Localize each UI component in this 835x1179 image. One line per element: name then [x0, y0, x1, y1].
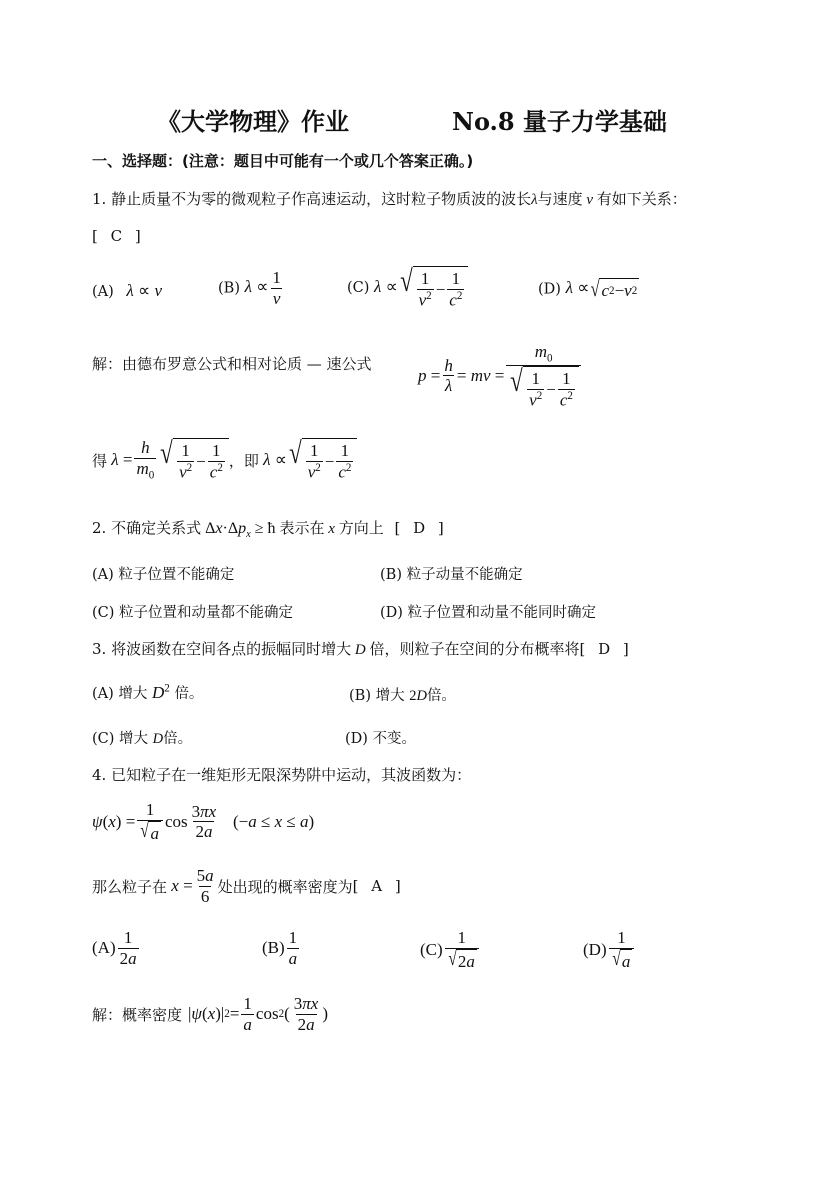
q2-option-d: (D) 粒子位置和动量不能同时确定 [380, 605, 597, 621]
q4-prob-post: 处出现的概率密度为 [217, 877, 353, 896]
q1-option-b-label: (B) [218, 280, 240, 297]
q2-option-c: (C) 粒子位置和动量都不能确定 [92, 605, 294, 621]
q3-option-d: (D) 不变。 [345, 731, 417, 747]
q1-option-d-label: (D) [538, 281, 561, 298]
q3-stem-a: 3. 将波函数在空间各点的振幅同时增大 [92, 640, 352, 658]
q4-option-c: (C) 1 √ 2 a [420, 928, 481, 972]
q3-option-c-pre: (C) 增大 [92, 731, 149, 747]
q1-stem-b: 与速度 [537, 190, 583, 208]
q3-option-a-post: 倍。 [174, 686, 204, 702]
q1-solution-label: 解：由德布罗意公式和相对论质 — 速公式 [92, 355, 372, 373]
q1-stem-c: 有如下关系： [596, 190, 687, 208]
q3-option-a-math: $D^2$ [152, 682, 170, 702]
q1-result-prefix: 得 [92, 451, 108, 470]
q3-option-a-pre: (A) 增大 [92, 686, 148, 702]
q3-option-b [349, 684, 456, 705]
q2-stem-c: 方向上 [338, 519, 384, 537]
q1-stem [92, 188, 687, 209]
q2-stem-a: 2. 不确定关系式 [92, 519, 202, 537]
q1-option-d-formula: λ ∝ √ c 2 − v 2 [565, 276, 638, 301]
q4-option-a: (A) $\frac{1}{2a}$ [92, 928, 137, 968]
q1-stem-a: 1. 静止质量不为零的微观粒子作高速运动，这时粒子物质波的波长 [92, 190, 532, 208]
q3-stem [92, 638, 633, 659]
q2-x-symbol: x [324, 521, 339, 537]
q1-option-a-label: (A) [92, 284, 114, 300]
q4-option-d-label: (D) [583, 939, 607, 959]
q3-answer: [ D ] [579, 640, 633, 658]
q1-option-c-label: (C) [347, 280, 370, 297]
q3-option-b-math: 2D [409, 688, 427, 704]
q1-option-c-formula: λ ∝ √ $\frac{1}{v^2}$ − $\frac{1}{c^2}$ [374, 277, 468, 296]
q1-option-d [538, 278, 639, 301]
q1-option-c [347, 266, 468, 311]
section-heading: 一、选择题：(注意：题目中可能有一个或几个答案正确。) [92, 152, 474, 170]
q3-option-c-math: D [152, 731, 164, 747]
q2-option-b: (B) 粒子动量不能确定 [380, 567, 523, 583]
q2-option-a: (A) 粒子位置不能确定 [92, 567, 235, 583]
q4-solution: 解：概率密度 | ψ ( x )| 2 = $\frac{1}{a}$ cos 2 ( $\frac{3\pi x}{2a}$ ) [92, 994, 329, 1034]
q3-d-symbol: D [351, 642, 370, 658]
q2-stem [92, 517, 448, 540]
page-title-right: No.8 量子力学基础 [452, 107, 667, 136]
v-symbol: v [582, 192, 597, 208]
q4-prob-pre: 那么粒子在 [92, 877, 168, 896]
q3-stem-b: 倍，则粒子在空间的分布概率将 [369, 640, 580, 658]
q2-uncertainty-formula: $\Delta x\cdot\Delta p_x$ ≥ ħ [201, 520, 280, 541]
q4-wavefunction: ψ ( x ) = 1 √ a cos $\frac{3\pi x}{2a}$ (− a ≤ x ≤ a ) [92, 800, 315, 843]
lambda-symbol: λ [531, 192, 538, 208]
q3-option-c-post: 倍。 [163, 731, 193, 747]
q1-result: 得 λ = $\frac{h}{m_0}$ √ $\frac{1}{v^2}$ − $\frac{1}{c^2}$ ，即 λ ∝ √ $\frac{1}{v^2}$ − $\frac{1}{c^2}$ [92, 438, 357, 483]
q3-option-b-post: 倍。 [426, 688, 456, 704]
q1-solution-formula: p = $\frac{h}{\lambda}$ = mv = $m_0$ √ $\frac{1}{v^2}$ − $\frac{1}{c^2}$ [418, 342, 583, 411]
q4-stem: 4. 已知粒子在一维矩形无限深势阱中运动，其波函数为： [92, 766, 472, 784]
q4-prob-line: 那么粒子在 x = $\frac{5a}{6}$ 处出现的概率密度为 [ A ] [92, 866, 405, 906]
q1-option-a [92, 281, 162, 301]
q1-answer: [ C ] [92, 227, 145, 245]
q4-option-b: (B) $\frac{1}{a}$ [262, 928, 298, 968]
q3-option-a [92, 682, 203, 703]
q1-option-b [218, 268, 285, 309]
q4-answer: [ A ] [352, 877, 405, 896]
q4-option-b-label: (B) [262, 938, 285, 958]
q4-solution-label: 解：概率密度 [92, 1005, 183, 1024]
page-title-left: 《大学物理》作业 [157, 107, 349, 136]
q4-option-a-label: (A) [92, 938, 116, 958]
q2-stem-b: 表示在 [279, 519, 325, 537]
q1-option-a-formula: λ ∝ v [126, 281, 162, 300]
q2-answer: [ D ] [394, 519, 448, 537]
q4-option-c-label: (C) [420, 939, 443, 959]
q3-option-b-pre: (B) 增大 [349, 688, 405, 704]
q1-option-b-formula: λ ∝ $\frac{1}{v}$ [244, 268, 281, 308]
q1-result-mid: ，即 [228, 451, 259, 470]
q4-option-d: (D) 1 √ a [583, 928, 636, 972]
q3-option-c [92, 727, 192, 748]
